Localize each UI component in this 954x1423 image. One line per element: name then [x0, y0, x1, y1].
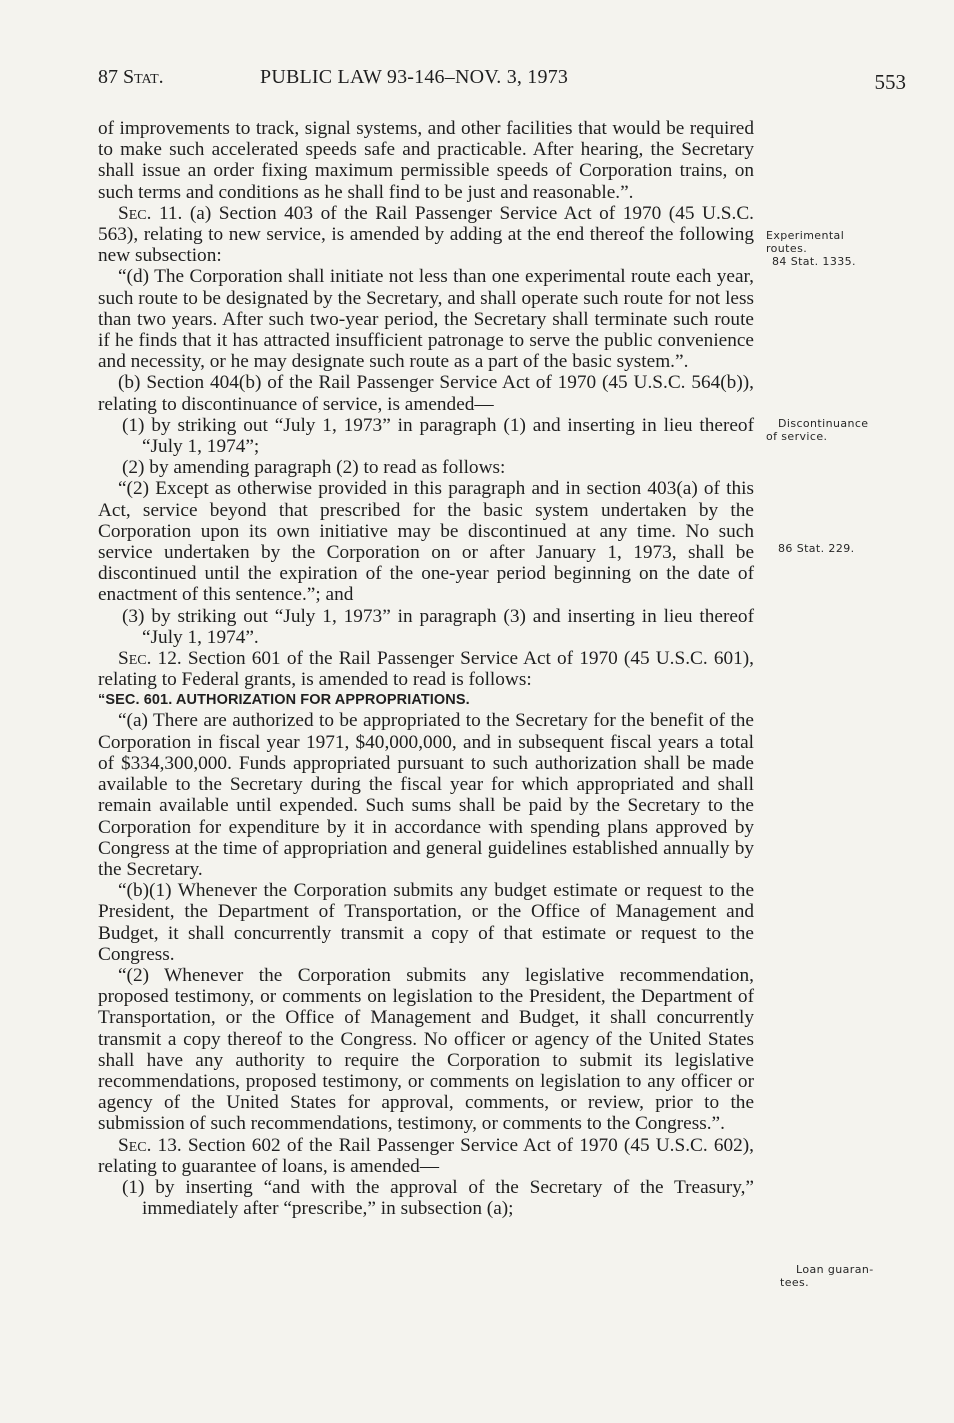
- paragraph-sec-11b: (b) Section 404(b) of the Rail Passenger Service Act of 1970 (45 U.S.C. 564(b)), relating to discontinuance of service, is amended—: [98, 372, 754, 415]
- running-title: PUBLIC LAW 93-146–NOV. 3, 1973: [260, 66, 569, 88]
- paragraph-601a: “(a) There are authorized to be appropriated to the Secretary for the benefit of the Corporation in fiscal year 1971, $40,000,000, and in subsequent fiscal years a total of $334,300,000. Funds appropriated pursuant to such authorization shall be made available to the Secretary during the fiscal year for which appropriated and shall remain available until expended. Such sums shall be paid by the Secretary to the Corporation for expenditure by it in accordance with spending plans approved by Congress at the time of appropriation and general guidelines established annually by the Secretary.: [98, 710, 754, 880]
- volume-reference: 87 Stat.: [98, 66, 164, 88]
- section-heading: “SEC. 601. AUTHORIZATION FOR APPROPRIATIONS.: [98, 692, 470, 709]
- section-label: Sec. 11.: [118, 202, 183, 224]
- list-item-1: (1) by striking out “July 1, 1973” in paragraph (1) and inserting in lieu thereof “July 1, 1974”;: [122, 414, 754, 458]
- margin-note-line: 84 Stat. 1335.: [772, 255, 856, 268]
- margin-note-discontinuance: [766, 417, 916, 443]
- page-number: 553: [874, 70, 906, 94]
- paragraph-continuation: of improvements to track, signal systems, and other facilities that would be required to make such accelerated speeds safe and practicable. After hearing, the Secretary shall issue an order fixing maximum permissible speeds of Corporation trains, on such terms and conditions as he shall find to be just and reasonable.”.: [98, 118, 754, 203]
- section-text: Section 601 of the Rail Passenger Service Act of 1970 (45 U.S.C. 601), relating to Federal grants, is amended to read is follows:: [98, 648, 754, 691]
- margin-note-line: tees.: [780, 1276, 810, 1289]
- paragraph-sec-11: [98, 203, 754, 267]
- section-text: (a) Section 403 of the Rail Passenger Service Act of 1970 (45 U.S.C. 563), relating to new service, is amended by adding at the end thereof the following new subsection:: [98, 202, 754, 267]
- list-item-2: (2) by amending paragraph (2) to read as follows:: [122, 457, 506, 479]
- paragraph-sec-12: [98, 648, 754, 690]
- margin-note-stat-229: [778, 542, 928, 555]
- main-text: [98, 118, 754, 1219]
- margin-note-loan-guarantees: [780, 1263, 946, 1289]
- section-text: Section 602 of the Rail Passenger Service Act of 1970 (45 U.S.C. 602), relating to guarantee of loans, is amended—: [98, 1134, 754, 1177]
- list-item-3: (3) by striking out “July 1, 1973” in paragraph (3) and inserting in lieu thereof “July 1, 1974”.: [122, 605, 754, 648]
- margin-note-line: routes.: [766, 242, 808, 255]
- section-label: Sec. 12.: [118, 648, 182, 670]
- margin-note-line: of service.: [766, 430, 828, 443]
- paragraph-601b2: “(2) Whenever the Corporation submits any legislative recommendation, proposed testimony, or comments on legislation to the President, the Department of Transportation, or the Office of Management and Budget, it shall concurrently transmit a copy thereof to the Congress. No officer or agency of the United States shall have any authority to require the Corporation to submit its legislative recommendations, proposed testimony, or comments on legislation to any officer or agency of the United States for approval, comments, or review, prior to the submission of such recommendations, testimony, or comments to the Congress.”.: [98, 964, 754, 1135]
- paragraph-quoted-2: “(2) Except as otherwise provided in this paragraph and in section 403(a) of this Act, service beyond that prescribed for the basic system undertaken by the Corporation upon its own initiative may be discontinued at any time. No such service undertaken by the Corporation on or after January 1, 1973, shall be discontinued until the expiration of the one-year period beginning on the date of enactment of this sentence.”; and: [98, 478, 754, 606]
- paragraph-sec-13: [98, 1135, 754, 1177]
- margin-note-experimental-routes: [766, 229, 916, 268]
- margin-note-line: Experimental: [766, 229, 845, 242]
- margin-note-line: 86 Stat. 229.: [778, 542, 855, 555]
- margin-note-line: Discontinuance: [778, 417, 869, 430]
- section-label: Sec. 13.: [118, 1134, 182, 1156]
- paragraph-subsection-d: “(d) The Corporation shall initiate not less than one experimental route each year, such route to be designated by the Secretary, and shall operate such route for not less than two years. After such two-year period, the Secretary shall terminate such route if he finds that it has attracted insufficient patronage to serve the public convenience and necessity, or he may designate such route as a part of the basic system.”.: [98, 266, 754, 373]
- list-item-4: (1) by inserting “and with the approval of the Secretary of the Treasury,” immediately after “prescribe,” in subsection (a);: [122, 1176, 754, 1220]
- paragraph-601b1: “(b)(1) Whenever the Corporation submits any budget estimate or request to the President, the Department of Transportation, or the Office of Management and Budget, it shall concurrently transmit a copy of that estimate or request to the Congress.: [98, 880, 754, 965]
- page-header: [98, 66, 906, 96]
- margin-note-line: Loan guaran-: [796, 1263, 874, 1276]
